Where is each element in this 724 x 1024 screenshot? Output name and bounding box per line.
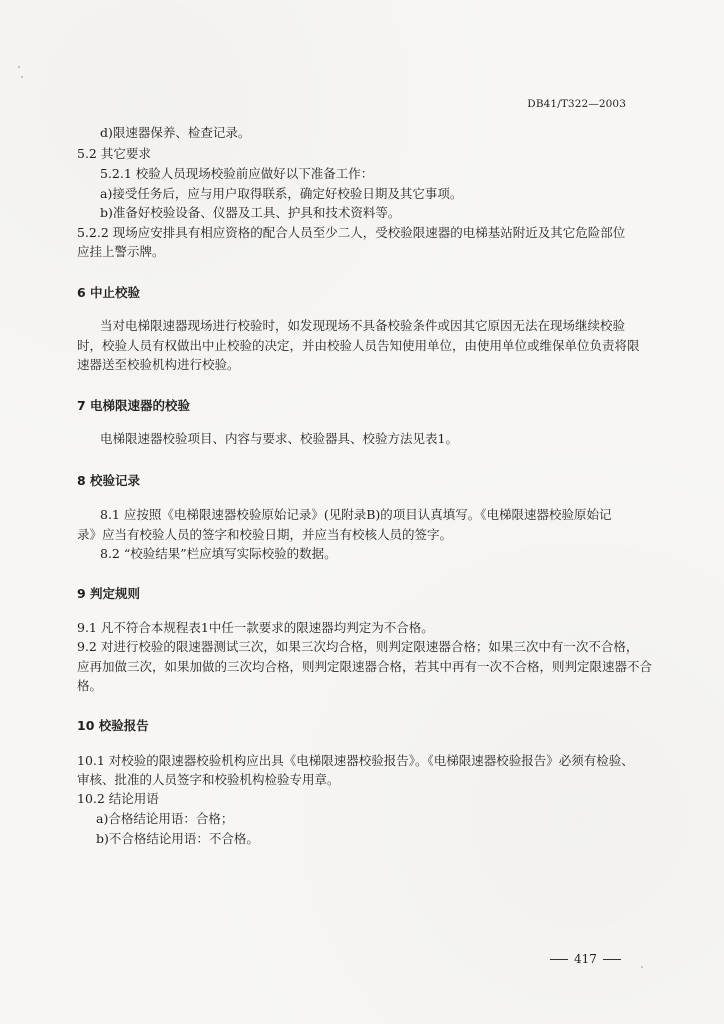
text-line: 5.2.2 现场应安排具有相应资格的配合人员至少二人，受校验限速器的电梯基站附近及其它危险部位 <box>77 225 626 240</box>
scan-speck <box>18 66 20 68</box>
text-line: 应挂上警示牌。 <box>77 244 165 259</box>
text-line: 8.2 “校验结果”栏应填写实际校验的数据。 <box>100 546 337 561</box>
section-heading-9: 9 判定规则 <box>77 586 141 601</box>
text-line: a)合格结论用语：合格； <box>96 811 234 826</box>
text-line: b)准备好校验设备、仪器及工具、护具和技术资料等。 <box>100 205 401 220</box>
text-line: 录》应当有校验人员的签字和校验日期，并应当有校核人员的签字。 <box>77 527 453 542</box>
text-line: 应再加做三次，如果加做的三次均合格，则判定限速器合格，若其中再有一次不合格，则判定限速器不合 <box>77 659 653 674</box>
page-number-dash-right <box>603 959 621 960</box>
text-line: 9.1 凡不符合本规程表1中任一款要求的限速器均判定为不合格。 <box>77 620 434 635</box>
text-line: 电梯限速器校验项目、内容与要求、校验器具、校验方法见表1。 <box>100 431 458 446</box>
text-line: 时，校验人员有权做出中止校验的决定，并由校验人员告知使用单位，由使用单位或维保单位负责将限 <box>77 338 640 353</box>
document-code: DB41/T322—2003 <box>527 98 626 110</box>
text-line: b)不合格结论用语：不合格。 <box>96 831 259 846</box>
text-line: a)接受任务后，应与用户取得联系，确定好校验日期及其它事项。 <box>100 186 463 201</box>
page-number <box>544 952 627 966</box>
text-line: 9.2 对进行校验的限速器测试三次，如果三次均合格，则判定限速器合格；如果三次中有一次不合格， <box>77 639 639 654</box>
text-line: 格。 <box>77 678 103 693</box>
text-line: 当对电梯限速器现场进行校验时，如发现现场不具备校验条件或因其它原因无法在现场继续校验 <box>100 318 626 333</box>
section-heading-10: 10 校验报告 <box>77 718 149 733</box>
text-line: 5.2.1 校验人员现场校验前应做好以下准备工作： <box>100 166 374 181</box>
section-heading-5-2: 5.2 其它要求 <box>77 146 151 161</box>
text-line: d)限速器保养、检查记录。 <box>100 125 251 140</box>
page-number-text: 417 <box>574 952 597 966</box>
text-line: 速器送至校验机构进行校验。 <box>77 357 240 372</box>
section-heading-8: 8 校验记录 <box>77 473 141 488</box>
scan-speck <box>641 966 643 968</box>
scan-speck <box>21 76 23 78</box>
text-line: 审核、批准的人员签字和校验机构检验专用章。 <box>77 772 340 787</box>
section-heading-6: 6 中止校验 <box>77 285 141 300</box>
section-heading-7: 7 电梯限速器的校验 <box>77 398 191 413</box>
text-line: 10.1 对校验的限速器校验机构应出具《电梯限速器校验报告》。《电梯限速器校验报告》必须有检验、 <box>77 753 634 768</box>
text-line: 8.1 应按照《电梯限速器校验原始记录》(见附录B)的项目认真填写。《电梯限速器校验原始记 <box>100 507 612 522</box>
page-number-dash-left <box>550 959 568 960</box>
section-heading-10-2: 10.2 结论用语 <box>77 791 159 806</box>
